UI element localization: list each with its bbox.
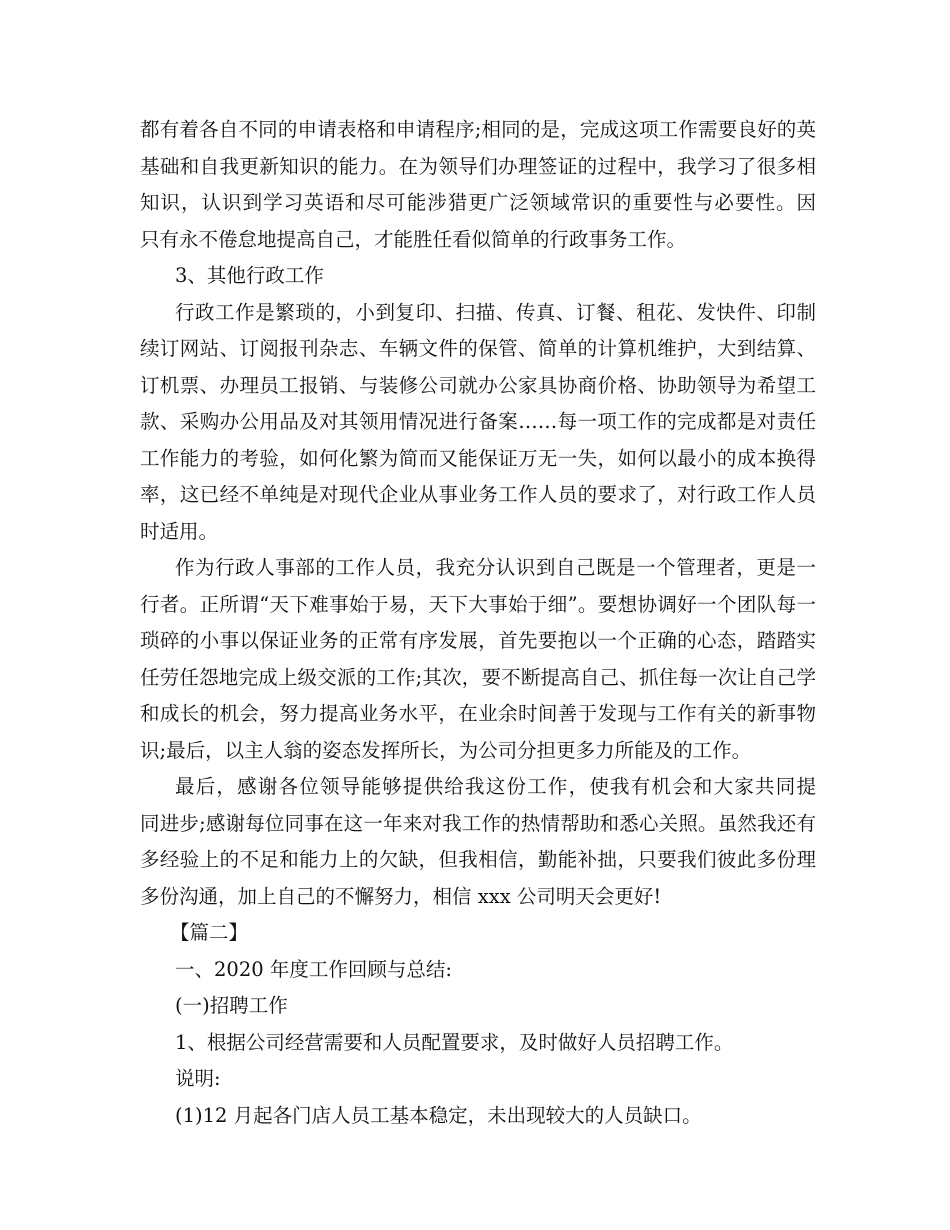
section-title: 【篇二】 <box>170 921 249 944</box>
text-line: 时适用。 <box>140 519 219 543</box>
text-line: 只有永不倦怠地提高自己，才能胜任看似简单的行政事务工作。 <box>140 227 687 251</box>
text-line: 和成长的机会，努力提高业务水平，在业余时间善于发现与工作有关的新事物 <box>140 702 816 725</box>
text-line: 率，这已经不单纯是对现代企业从事业务工作人员的要求了，对行政工作人员 <box>140 483 816 506</box>
text-line: 同进步;感谢每位同事在这一年来对我工作的热情帮助和悉心关照。虽然我还有 <box>140 811 816 835</box>
section-heading: 一、2020 年度工作回顾与总结: <box>175 957 452 981</box>
text-line: (1)12 月起各门店人员工基本稳定，未出现较大的人员缺口。 <box>175 1103 702 1127</box>
text-line: 最后，感谢各位领导能够提供给我这份工作，使我有机会和大家共同提 <box>175 775 816 798</box>
text-line: 说明: <box>175 1067 221 1090</box>
document-body <box>140 112 816 1134</box>
text-line: 续订网站、订阅报刊杂志、车辆文件的保管、简单的计算机维护，大到结算、 <box>140 337 816 360</box>
text-line: 都有着各自不同的申请表格和申请程序;相同的是，完成这项工作需要良好的英 <box>140 118 816 141</box>
text-line: 款、采购办公用品及对其领用情况进行备案……每一项工作的完成都是对责任 <box>140 410 816 433</box>
text-line: 行政工作是繁琐的，小到复印、扫描、传真、订餐、租花、发快件、印制 <box>175 300 816 324</box>
text-line: 任劳任怨地完成上级交派的工作;其次，要不断提高自己、抓住每一次让自己学 <box>140 665 816 689</box>
section-heading: 3、其他行政工作 <box>175 264 324 287</box>
text-line: 多经验上的不足和能力上的欠缺，但我相信，勤能补拙，只要我们彼此多份理 <box>140 848 816 871</box>
text-line: 基础和自我更新知识的能力。在为领导们办理签证的过程中，我学习了很多相 <box>140 154 816 178</box>
text-line: 行者。正所谓“天下难事始于易，天下大事始于细”。要想协调好一个团队每一 <box>140 592 816 616</box>
text-line: 琐碎的小事以保证业务的正常有序发展，首先要抱以一个正确的心态，踏踏实 <box>140 629 816 652</box>
text-line: 知识，认识到学习英语和尽可能涉猎更广泛领域常识的重要性与必要性。因 <box>140 191 816 214</box>
text-line: 订机票、办理员工报销、与装修公司就办公家具协商价格、协助领导为希望工 <box>140 373 816 397</box>
text-line: 1、根据公司经营需要和人员配置要求，及时做好人员招聘工作。 <box>175 1030 734 1054</box>
text-line: 多份沟通，加上自己的不懈努力，相信 xxx 公司明天会更好! <box>140 884 662 908</box>
subsection-heading: (一)招聘工作 <box>175 994 288 1017</box>
text-line: 作为行政人事部的工作人员，我充分认识到自己既是一个管理者，更是一 <box>175 556 816 579</box>
text-line: 工作能力的考验，如何化繁为简而又能保证万无一失，如何以最小的成本换得 <box>140 446 816 470</box>
text-line: 识;最后，以主人翁的姿态发挥所长，为公司分担更多力所能及的工作。 <box>140 738 752 762</box>
